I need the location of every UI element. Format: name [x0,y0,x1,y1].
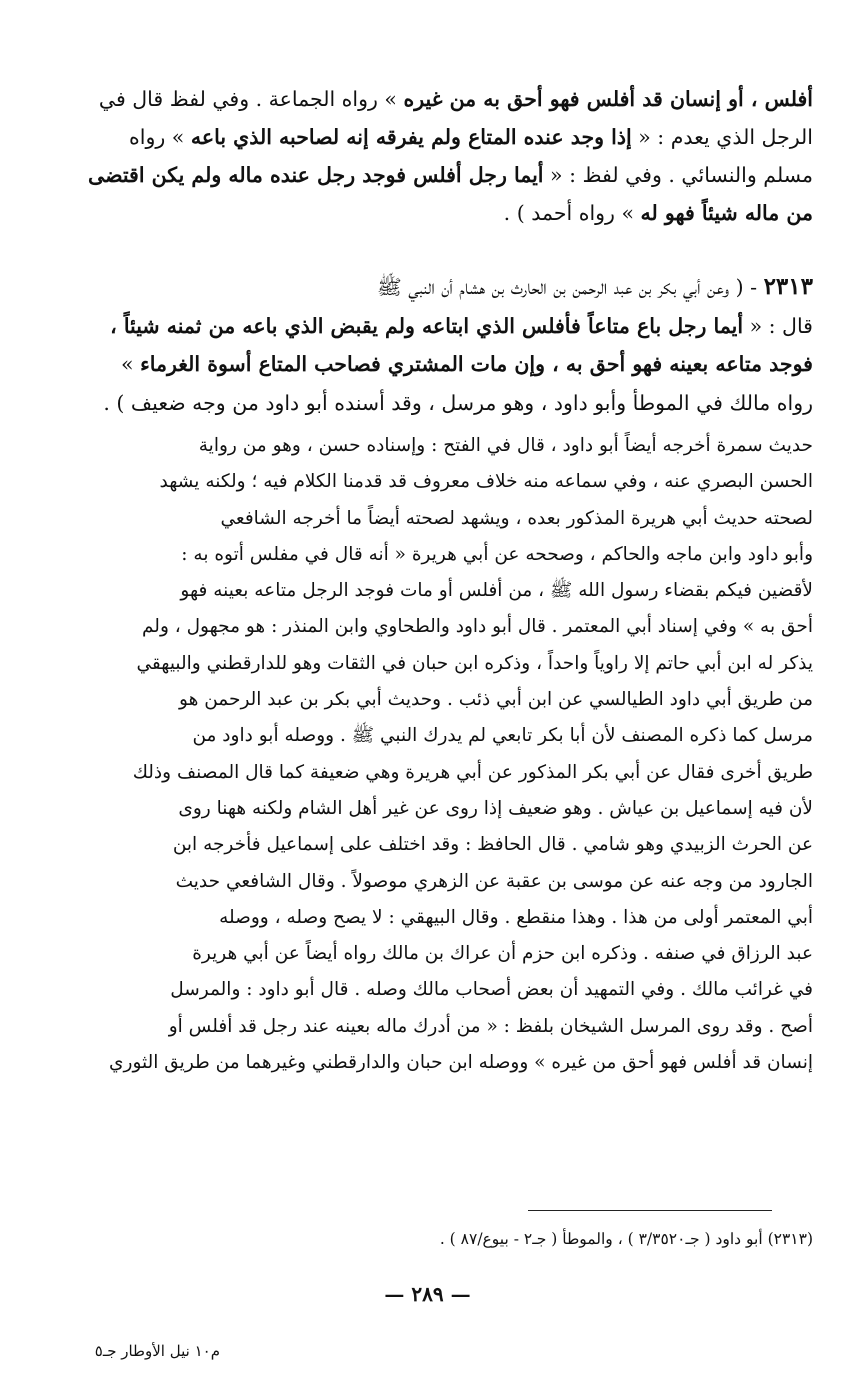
commentary-line: الجارود من وجه عنه عن موسى بن عقبة عن الزهري موصولاً . وقال الشافعي حديث [175,870,813,892]
narration-text: رواه مالك في الموطأ وأبو داود ، وهو مرسل ، وقد أسنده أبو داود من وجه ضعيف ) . [103,390,813,415]
narration-text: الرجل الذي يعدم : « [631,125,813,149]
hadith-wording: من ماله شيئاً فهو له [640,201,813,225]
commentary-line: يذكر له ابن أبي حاتم إلا راوياً واحداً ، وذكره ابن حبان في الثقات وهو للدارقطني والبيهقي [136,652,813,674]
narration-text: » رواه الجماعة . وفي لفظ قال في [98,87,404,111]
narration-text: » [121,352,141,376]
text-line [38,345,813,384]
commentary-line: لأن فيه إسماعيل بن عياش . وهو ضعيف إذا روى عن غير أهل الشام ولكنه ههنا روى [178,797,813,819]
commentary-line: حديث سمرة أخرجه أيضاً أبو داود ، قال في الفتح : وإسناده حسن ، وهو من رواية [198,435,813,456]
top-paragraph [38,80,813,232]
commentary-line: مرسل كما ذكره المصنف لأن أبا بكر تابعي لم يدرك النبي ﷺ . ووصله أبو داود من [192,725,813,747]
narration-text: مسلم والنسائي . وفي لفظ : « [543,163,813,187]
hadith-2313 [38,268,813,422]
commentary-line: وأبو داود وابن ماجه والحاكم ، وصححه عن أبي هريرة « أنه قال في مفلس أتوه به : [181,543,813,565]
text-line [38,80,813,118]
commentary-line: من طريق أبي داود الطيالسي عن ابن أبي ذئب . وحديث أبي بكر بن عبد الرحمن هو [179,689,813,711]
text-line [38,307,813,346]
text-line [38,384,813,423]
commentary-line: طريق أخرى فقال عن أبي بكر المذكور عن أبي هريرة وهي ضعيفة كما قال المصنف وذلك [132,761,813,783]
printer-signature: م١٠ نيل الأوطار جـ٥ [94,1342,220,1360]
narration-text: » رواه أحمد ) . [503,201,641,225]
commentary [38,428,813,1081]
commentary-line: أحق به » وفي إسناد أبي المعتمر . قال أبو داود والطحاوي وابن المنذر : هو مجهول ، ولم [142,616,813,638]
commentary-line: إنسان قد أفلس فهو أحق من غيره » ووصله ابن حبان والدارقطني وغيرهما من طريق الثوري [109,1052,813,1074]
commentary-line: لصحته حديث أبي هريرة المذكور بعده ، ويشهد لصحته أيضاً ما أخرجه الشافعي [220,507,813,529]
hadith-wording: أيما رجل باع متاعاً فأفلس الذي ابتاعه ولم يقبض الذي باعه من ثمنه شيئاً ، [110,313,744,338]
text-line [38,194,813,232]
narration-text: قال : « [743,313,813,338]
commentary-line: أصح . وقد روى المرسل الشيخان بلفظ : « من أدرك ماله بعينه عند رجل قد أفلس أو [168,1015,813,1037]
text-line [38,268,813,307]
page-number: — ٢٨٩ — [384,1282,471,1306]
hadith-wording: أفلس ، أو إنسان قد أفلس فهو أحق به من غيره [403,87,813,111]
commentary-line: أبي المعتمر أولى من هذا . وهذا منقطع . وقال البيهقي : لا يصح وصله ، ووصله [219,906,813,928]
text-line [38,118,813,156]
commentary-line: لأقضين فيكم بقضاء رسول الله ﷺ ، من أفلس أو مات فوجد الرجل متاعه بعينه فهو [180,580,813,602]
hadith-wording: فوجد متاعه بعينه فهو أحق به ، وإن مات المشتري فصاحب المتاع أسوة الغرماء [140,352,813,376]
footnote: (٢٣١٣) أبو داود ( جـ٣/٣٥٢٠ ) ، والموطأ ( جـ٢ - بيوع/٨٧ ) . [439,1230,813,1248]
narration-text: - ( وعن أبي بكر بن عبد الرحمن بن الحارث بن هشام أن النبي ﷺ [377,275,758,299]
commentary-line: الحسن البصري عنه ، وفي سماعه منه خلاف معروف قد قدمنا الكلام فيه ؛ ولكنه يشهد [159,471,813,493]
hadith-wording: أيما رجل أفلس فوجد رجل عنده ماله ولم يكن اقتضى [87,163,544,187]
hadith-wording: إذا وجد عنده المتاع ولم يفرقه إنه لصاحبه الذي باعه [190,125,632,149]
text-line [38,156,813,194]
footnote-divider [528,1210,772,1211]
commentary-line: عن الحرث الزبيدي وهو شامي . قال الحافظ : وقد اختلف على إسماعيل فأخرجه ابن [172,834,813,856]
narration-text: » رواه [129,125,191,149]
hadith-number: ٢٣١٣ [763,273,813,300]
commentary-line: في غرائب مالك . وفي التمهيد أن بعض أصحاب مالك وصله . قال أبو داود : والمرسل [170,979,813,1001]
commentary-line: عبد الرزاق في صنفه . وذكره ابن حزم أن عراك بن مالك رواه أيضاً عن أبي هريرة [192,943,813,965]
